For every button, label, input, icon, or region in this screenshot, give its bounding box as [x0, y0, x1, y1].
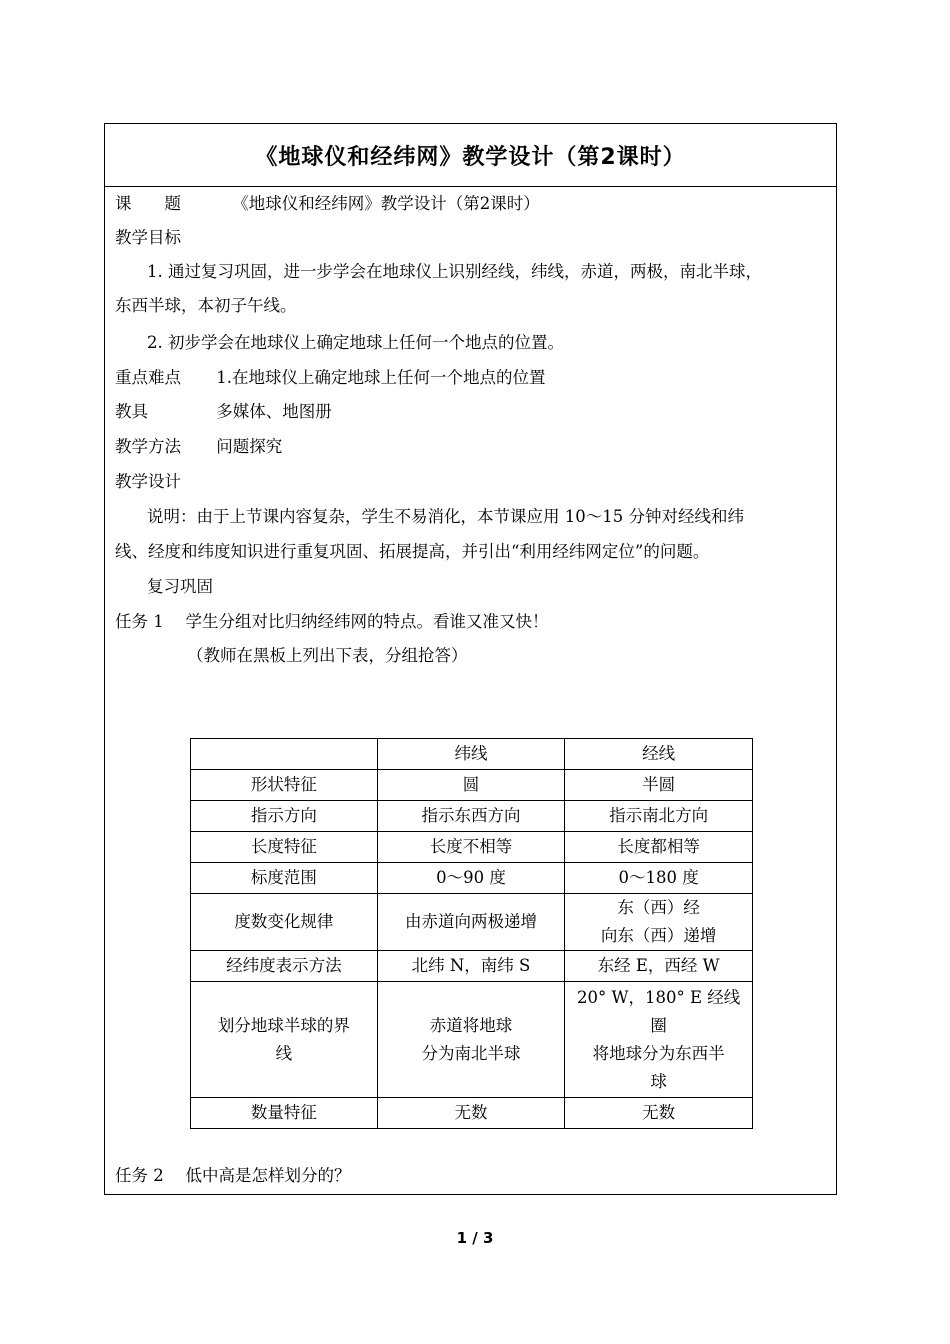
table-cell: 东经 E，西经 W — [565, 951, 753, 982]
latitude-longitude-comparison-table — [190, 738, 753, 1129]
table-cell: 数量特征 — [191, 1098, 378, 1129]
objective-2: 2. 初步学会在地球仪上确定地球上任何一个地点的位置。 — [147, 333, 564, 352]
key-points-value: 1.在地球仪上确定地球上任何一个地点的位置 — [216, 368, 546, 387]
page-title: 《地球仪和经纬网》教学设计（第2课时） — [105, 124, 836, 187]
cell-line: 东（西）经 — [617, 898, 700, 917]
table-cell — [191, 982, 378, 1098]
objective-1-line1: 1. 通过复习巩固，进一步学会在地球仪上识别经线，纬线，赤道，两极，南北半球， — [147, 262, 762, 281]
table-cell — [565, 982, 753, 1098]
table-cell: 指示南北方向 — [565, 801, 753, 832]
table-header-cell: 纬线 — [377, 739, 565, 770]
table-cell: 度数变化规律 — [191, 894, 378, 951]
cell-line: 圈 — [650, 1015, 667, 1035]
table-row — [191, 863, 753, 894]
objective-1-line2: 东西半球，本初子午线。 — [115, 296, 297, 315]
table-row — [191, 894, 753, 951]
table-cell: 半圆 — [565, 770, 753, 801]
cell-line: 赤道将地球 — [429, 1015, 513, 1035]
page-number: 1 / 3 — [456, 1229, 494, 1247]
design-note-line1: 说明：由于上节课内容复杂，学生不易消化，本节课应用 10～15 分钟对经线和纬 — [147, 507, 744, 526]
table-row — [191, 982, 753, 1098]
table-cell: 长度特征 — [191, 832, 378, 863]
tools-label: 教具 — [115, 402, 148, 421]
design-heading: 教学设计 — [115, 472, 181, 491]
table-cell: 无数 — [565, 1098, 753, 1129]
table-row — [191, 770, 753, 801]
subject-label: 课 题 — [115, 194, 181, 213]
task1-text: 任务 1 学生分组对比归纳经纬网的特点。看谁又准又快！ — [115, 612, 549, 631]
tools-value: 多媒体、地图册 — [216, 402, 332, 421]
tools-row — [115, 398, 332, 422]
lesson-plan-frame — [104, 123, 837, 1195]
design-note-line2: 线、经度和纬度知识进行重复巩固、拓展提高，并引出“利用经纬网定位”的问题。 — [115, 542, 710, 561]
table-cell: 标度范围 — [191, 863, 378, 894]
cell-line: 线 — [275, 1043, 293, 1063]
table-cell: 长度不相等 — [377, 832, 565, 863]
method-value: 问题探究 — [216, 437, 283, 456]
key-points-label: 重点难点 — [115, 368, 181, 387]
subject-row — [115, 190, 540, 214]
table-cell — [377, 982, 565, 1098]
table-cell: 0～90 度 — [377, 863, 565, 894]
table-cell: 指示东西方向 — [377, 801, 565, 832]
cell-line: 将地球分为东西半 — [592, 1043, 725, 1063]
table-row — [191, 951, 753, 982]
table-header-cell — [191, 739, 378, 770]
table-header-cell: 经线 — [565, 739, 753, 770]
table-row — [191, 832, 753, 863]
table-cell: 经纬度表示方法 — [191, 951, 378, 982]
table-cell: 北纬 N，南纬 S — [377, 951, 565, 982]
subject-value: 《地球仪和经纬网》教学设计（第2课时） — [232, 194, 540, 213]
table-cell: 长度都相等 — [565, 832, 753, 863]
table-cell: 无数 — [377, 1098, 565, 1129]
table-cell: 由赤道向两极递增 — [377, 894, 565, 951]
table-cell: 指示方向 — [191, 801, 378, 832]
task2-text: 任务 2 低中高是怎样划分的？ — [115, 1166, 351, 1185]
table-cell: 圆 — [377, 770, 565, 801]
method-row — [115, 433, 282, 457]
table-header-row — [191, 739, 753, 770]
cell-line: 分为南北半球 — [421, 1043, 521, 1063]
cell-line: 20° W，180° E 经线 — [577, 987, 741, 1007]
table-cell: 0～180 度 — [565, 863, 753, 894]
method-label: 教学方法 — [115, 437, 181, 456]
table-row — [191, 801, 753, 832]
cell-line: 向东（西）递增 — [600, 926, 717, 945]
objectives-heading: 教学目标 — [115, 228, 181, 247]
key-points-row — [115, 364, 546, 388]
table-cell — [565, 894, 753, 951]
cell-line: 划分地球半球的界 — [217, 1015, 350, 1035]
table-row — [191, 1098, 753, 1129]
cell-line: 球 — [650, 1071, 667, 1091]
table-cell: 形状特征 — [191, 770, 378, 801]
review-heading: 复习巩固 — [147, 577, 213, 596]
task1-note: （教师在黑板上列出下表，分组抢答） — [187, 646, 468, 665]
